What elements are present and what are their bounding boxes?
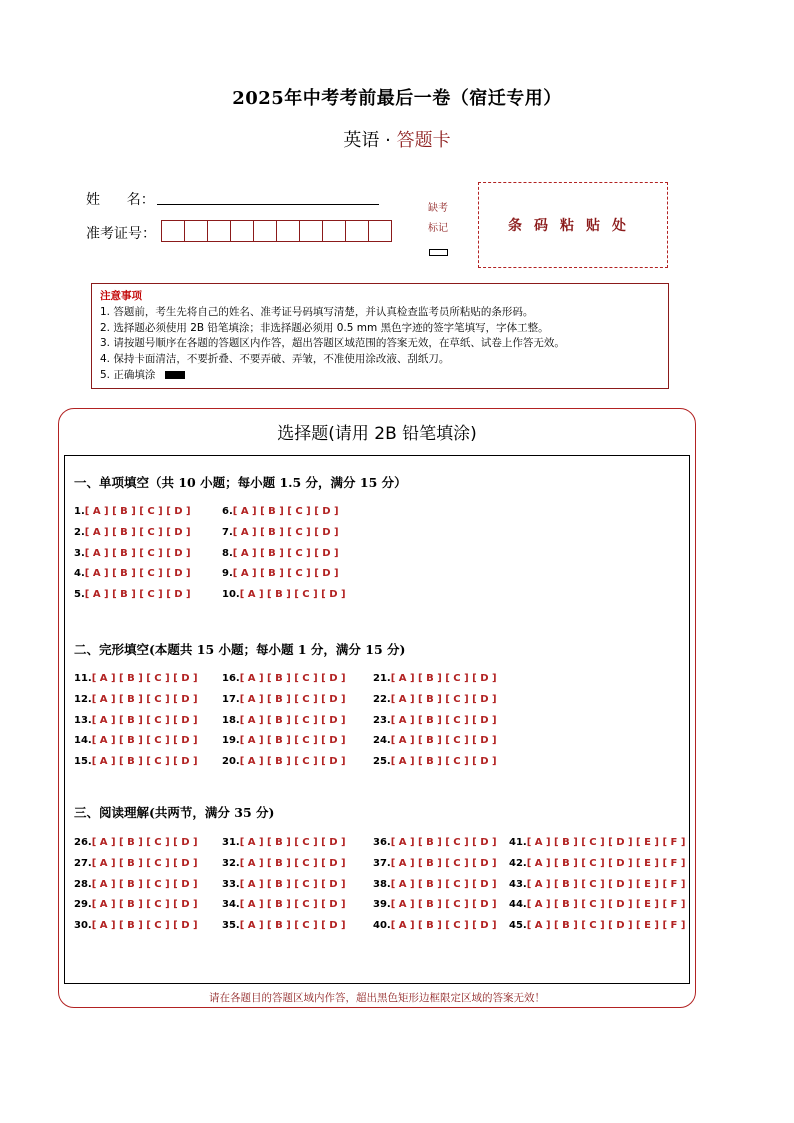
question-row[interactable] [222, 502, 346, 523]
answer-options[interactable]: [ A ] [ B ] [ C ] [ D ] [232, 547, 339, 559]
answer-options[interactable]: [ A ] [ B ] [ C ] [ D ] [239, 735, 346, 747]
question-number: 5. [74, 589, 85, 601]
answer-options[interactable]: [ A ] [ B ] [ C ] [ D ] [91, 673, 198, 684]
answer-options[interactable]: [ A ] [ B ] [ C ] [ D ] [239, 673, 346, 684]
answer-options[interactable]: [ A ] [ B ] [ C ] [ D ] [91, 837, 198, 848]
question-row[interactable] [222, 690, 346, 711]
question-number: 34. [222, 899, 240, 911]
answer-column [74, 502, 191, 606]
question-number: 11. [74, 673, 92, 684]
answer-options[interactable]: [ A ] [ B ] [ C ] [ D ] [232, 526, 339, 538]
notice-item-fill [100, 368, 660, 384]
answer-options[interactable]: [ A ] [ B ] [ C ] [ D ] [91, 735, 198, 747]
question-number: 26. [74, 837, 92, 848]
question-number: 43. [509, 878, 527, 890]
question-number: 12. [74, 693, 92, 705]
question-row[interactable] [222, 669, 346, 690]
id-digit-box[interactable] [162, 221, 185, 241]
subject-label: 英语 [343, 130, 380, 151]
question-number: 37. [373, 857, 391, 869]
id-digit-box[interactable] [300, 221, 323, 241]
question-row[interactable] [509, 895, 685, 916]
answer-options[interactable]: [ A ] [ B ] [ C ] [ D ] [232, 506, 339, 517]
answer-options[interactable]: [ A ] [ B ] [ C ] [ D ] [239, 714, 346, 726]
question-number: 2. [74, 526, 85, 538]
question-number: 29. [74, 899, 92, 911]
question-row[interactable] [373, 711, 497, 732]
answer-options[interactable]: [ A ] [ B ] [ C ] [ D ] [ E ] [ F ] [526, 878, 686, 890]
question-number: 13. [74, 714, 92, 726]
answer-options[interactable]: [ A ] [ B ] [ C ] [ D ] [390, 857, 497, 869]
question-row[interactable] [222, 544, 346, 565]
question-row[interactable] [373, 875, 497, 896]
question-number: 10. [222, 589, 240, 601]
answer-options[interactable]: [ A ] [ B ] [ C ] [ D ] [239, 920, 346, 932]
question-row[interactable] [373, 895, 497, 916]
answer-options[interactable]: [ A ] [ B ] [ C ] [ D ] [390, 714, 497, 726]
notice-box [91, 283, 669, 389]
question-number: 41. [509, 837, 527, 848]
id-digit-box[interactable] [369, 221, 391, 241]
question-row[interactable] [222, 752, 346, 773]
answer-options[interactable]: [ A ] [ B ] [ C ] [ D ] [84, 568, 191, 580]
answer-column [222, 502, 346, 606]
footer-warning: 请在各题目的答题区域内作答，超出黑色矩形边框限定区域的答案无效！ [209, 992, 545, 1004]
answer-options[interactable]: [ A ] [ B ] [ C ] [ D ] [390, 837, 497, 848]
part-title: 二、完形填空(本题共 15 小题；每小题 1 分，满分 15 分) [74, 642, 406, 657]
question-row[interactable] [373, 669, 497, 690]
question-row[interactable] [74, 895, 198, 916]
question-row[interactable] [222, 854, 346, 875]
question-row[interactable] [74, 502, 191, 523]
question-number: 45. [509, 920, 527, 932]
question-number: 20. [222, 756, 240, 768]
absent-label-line1: 缺考 [428, 203, 448, 214]
answer-options[interactable]: [ A ] [ B ] [ C ] [ D ] [390, 673, 497, 684]
question-number: 21. [373, 673, 391, 684]
absent-label-line2: 标记 [428, 223, 448, 234]
answer-options[interactable]: [ A ] [ B ] [ C ] [ D ] [239, 837, 346, 848]
notice-item: 4. 保持卡面清洁，不要折叠、不要弄破、弄皱，不准使用涂改液、刮纸刀。 [100, 353, 450, 366]
answer-options[interactable]: [ A ] [ B ] [ C ] [ D ] [390, 878, 497, 890]
question-number: 23. [373, 714, 391, 726]
question-row[interactable] [373, 690, 497, 711]
question-row[interactable] [373, 854, 497, 875]
answer-column [373, 833, 497, 937]
question-row[interactable] [222, 523, 346, 544]
answer-column [373, 669, 497, 773]
id-label: 准考证号： [86, 226, 156, 242]
absent-mark-label [420, 199, 456, 239]
question-number: 1. [74, 506, 85, 517]
question-number: 18. [222, 714, 240, 726]
question-row[interactable] [509, 854, 685, 875]
question-row[interactable] [373, 752, 497, 773]
question-row[interactable] [74, 711, 198, 732]
id-digit-box[interactable] [346, 221, 369, 241]
answer-options[interactable]: [ A ] [ B ] [ C ] [ D ] [91, 857, 198, 869]
question-number: 19. [222, 735, 240, 747]
question-row[interactable] [74, 544, 191, 565]
answer-options[interactable]: [ A ] [ B ] [ C ] [ D ] [239, 756, 346, 768]
question-row[interactable] [74, 916, 198, 937]
question-number: 24. [373, 735, 391, 747]
question-number: 33. [222, 878, 240, 890]
answer-column [74, 833, 198, 937]
question-row[interactable] [222, 833, 346, 854]
part-title: 一、单项填空（共 10 小题；每小题 1.5 分，满分 15 分） [74, 475, 407, 490]
question-number: 16. [222, 673, 240, 684]
answer-options[interactable]: [ A ] [ B ] [ C ] [ D ] [91, 878, 198, 890]
question-row[interactable] [222, 875, 346, 896]
question-row[interactable] [74, 564, 191, 585]
answer-column [222, 833, 346, 937]
question-number: 31. [222, 837, 240, 848]
notice-item: 3. 请按题号顺序在各题的答题区内作答，超出答题区域范围的答案无效，在草纸、试卷上作答无效。 [100, 337, 565, 350]
question-number: 27. [74, 857, 92, 869]
question-row[interactable] [222, 895, 346, 916]
question-number: 36. [373, 837, 391, 848]
notice-item: 1. 答题前，考生先将自己的姓名、准考证号码填写清楚，并认真检查监考员所粘贴的条形码。 [100, 305, 534, 318]
question-row[interactable] [74, 752, 198, 773]
question-number: 14. [74, 735, 92, 747]
question-number: 22. [373, 693, 391, 705]
absent-mark-box[interactable] [429, 249, 448, 256]
question-row[interactable] [74, 523, 191, 544]
answer-options[interactable]: [ A ] [ B ] [ C ] [ D ] [84, 547, 191, 559]
answer-options[interactable]: [ A ] [ B ] [ C ] [ D ] [84, 526, 191, 538]
question-number: 40. [373, 920, 391, 932]
answer-options[interactable]: [ A ] [ B ] [ C ] [ D ] [232, 568, 339, 580]
answer-options[interactable]: [ A ] [ B ] [ C ] [ D ] [239, 899, 346, 911]
question-number: 32. [222, 857, 240, 869]
question-number: 6. [222, 506, 233, 517]
answer-options[interactable]: [ A ] [ B ] [ C ] [ D ] [390, 899, 497, 911]
answer-options[interactable]: [ A ] [ B ] [ C ] [ D ] [91, 693, 198, 705]
question-row[interactable] [222, 916, 346, 937]
question-row[interactable] [509, 875, 685, 896]
answer-options[interactable]: [ A ] [ B ] [ C ] [ D ] [239, 878, 346, 890]
subtitle-separator: · [385, 130, 391, 151]
question-row[interactable] [222, 564, 346, 585]
question-number: 28. [74, 878, 92, 890]
question-row[interactable] [74, 585, 191, 606]
barcode-label: 条码粘贴处 [508, 218, 638, 234]
question-row[interactable] [222, 711, 346, 732]
question-number: 42. [509, 857, 527, 869]
answer-options[interactable]: [ A ] [ B ] [ C ] [ D ] [91, 920, 198, 932]
page-title: 2025年中考考前最后一卷（宿迁专用） [232, 88, 562, 109]
choice-section-title: 选择题(请用 2B 铅笔填涂) [277, 424, 477, 444]
name-input-line[interactable] [157, 204, 379, 205]
question-row[interactable] [74, 854, 198, 875]
question-row[interactable] [74, 669, 198, 690]
question-row[interactable] [373, 833, 497, 854]
question-number: 15. [74, 756, 92, 768]
answer-options[interactable]: [ A ] [ B ] [ C ] [ D ] [390, 735, 497, 747]
answer-options[interactable]: [ A ] [ B ] [ C ] [ D ] [91, 899, 198, 911]
card-label: 答题卡 [396, 130, 451, 151]
id-digit-box[interactable] [254, 221, 277, 241]
question-row[interactable] [373, 916, 497, 937]
barcode-area [478, 182, 668, 268]
answer-options[interactable]: [ A ] [ B ] [ C ] [ D ] [239, 589, 346, 601]
part-title: 三、阅读理解(共两节，满分 35 分) [74, 805, 275, 820]
page-subtitle [0, 126, 794, 152]
question-number: 17. [222, 693, 240, 705]
answer-options[interactable]: [ A ] [ B ] [ C ] [ D ] [84, 589, 191, 601]
question-number: 35. [222, 920, 240, 932]
name-label: 姓 名： [86, 192, 155, 208]
question-number: 38. [373, 878, 391, 890]
id-digit-box[interactable] [185, 221, 208, 241]
answer-options[interactable]: [ A ] [ B ] [ C ] [ D ] [ E ] [ F ] [526, 837, 686, 848]
question-row[interactable] [74, 690, 198, 711]
answer-column [222, 669, 346, 773]
question-number: 30. [74, 920, 92, 932]
answer-options[interactable]: [ A ] [ B ] [ C ] [ D ] [239, 693, 346, 705]
answer-options[interactable]: [ A ] [ B ] [ C ] [ D ] [239, 857, 346, 869]
answer-options[interactable]: [ A ] [ B ] [ C ] [ D ] [390, 920, 497, 932]
answer-options[interactable]: [ A ] [ B ] [ C ] [ D ] [390, 756, 497, 768]
question-number: 9. [222, 568, 233, 580]
answer-options[interactable]: [ A ] [ B ] [ C ] [ D ] [84, 506, 191, 517]
question-row[interactable] [509, 916, 685, 937]
question-number: 4. [74, 568, 85, 580]
question-row[interactable] [74, 833, 198, 854]
answer-options[interactable]: [ A ] [ B ] [ C ] [ D ] [91, 714, 198, 726]
question-row[interactable] [373, 731, 497, 752]
question-number: 8. [222, 547, 233, 559]
question-number: 25. [373, 756, 391, 768]
id-digit-box[interactable] [208, 221, 231, 241]
id-digit-box[interactable] [277, 221, 300, 241]
id-digit-box[interactable] [231, 221, 254, 241]
answer-column [74, 669, 198, 773]
question-row[interactable] [74, 875, 198, 896]
question-number: 7. [222, 526, 233, 538]
question-row[interactable] [509, 833, 685, 854]
filled-mark-example [165, 371, 185, 379]
question-row[interactable] [74, 731, 198, 752]
id-digit-box[interactable] [323, 221, 346, 241]
id-number-boxes[interactable] [161, 220, 392, 242]
notice-item: 5. 正确填涂 [100, 368, 156, 381]
question-number: 3. [74, 547, 85, 559]
answer-options[interactable]: [ A ] [ B ] [ C ] [ D ] [ E ] [ F ] [526, 899, 686, 911]
question-row[interactable] [222, 731, 346, 752]
answer-options[interactable]: [ A ] [ B ] [ C ] [ D ] [91, 756, 198, 768]
question-row[interactable] [222, 585, 346, 606]
notice-item: 2. 选择题必须使用 2B 铅笔填涂；非选择题必须用 0.5 mm 黑色字迹的签字笔填写，字体工整。 [100, 321, 549, 334]
question-number: 44. [509, 899, 527, 911]
answer-options[interactable]: [ A ] [ B ] [ C ] [ D ] [ E ] [ F ] [526, 857, 686, 869]
answer-column [509, 833, 685, 937]
question-number: 39. [373, 899, 391, 911]
answer-options[interactable]: [ A ] [ B ] [ C ] [ D ] [390, 693, 497, 705]
notice-title: 注意事项 [100, 290, 142, 302]
answer-options[interactable]: [ A ] [ B ] [ C ] [ D ] [ E ] [ F ] [526, 920, 686, 932]
